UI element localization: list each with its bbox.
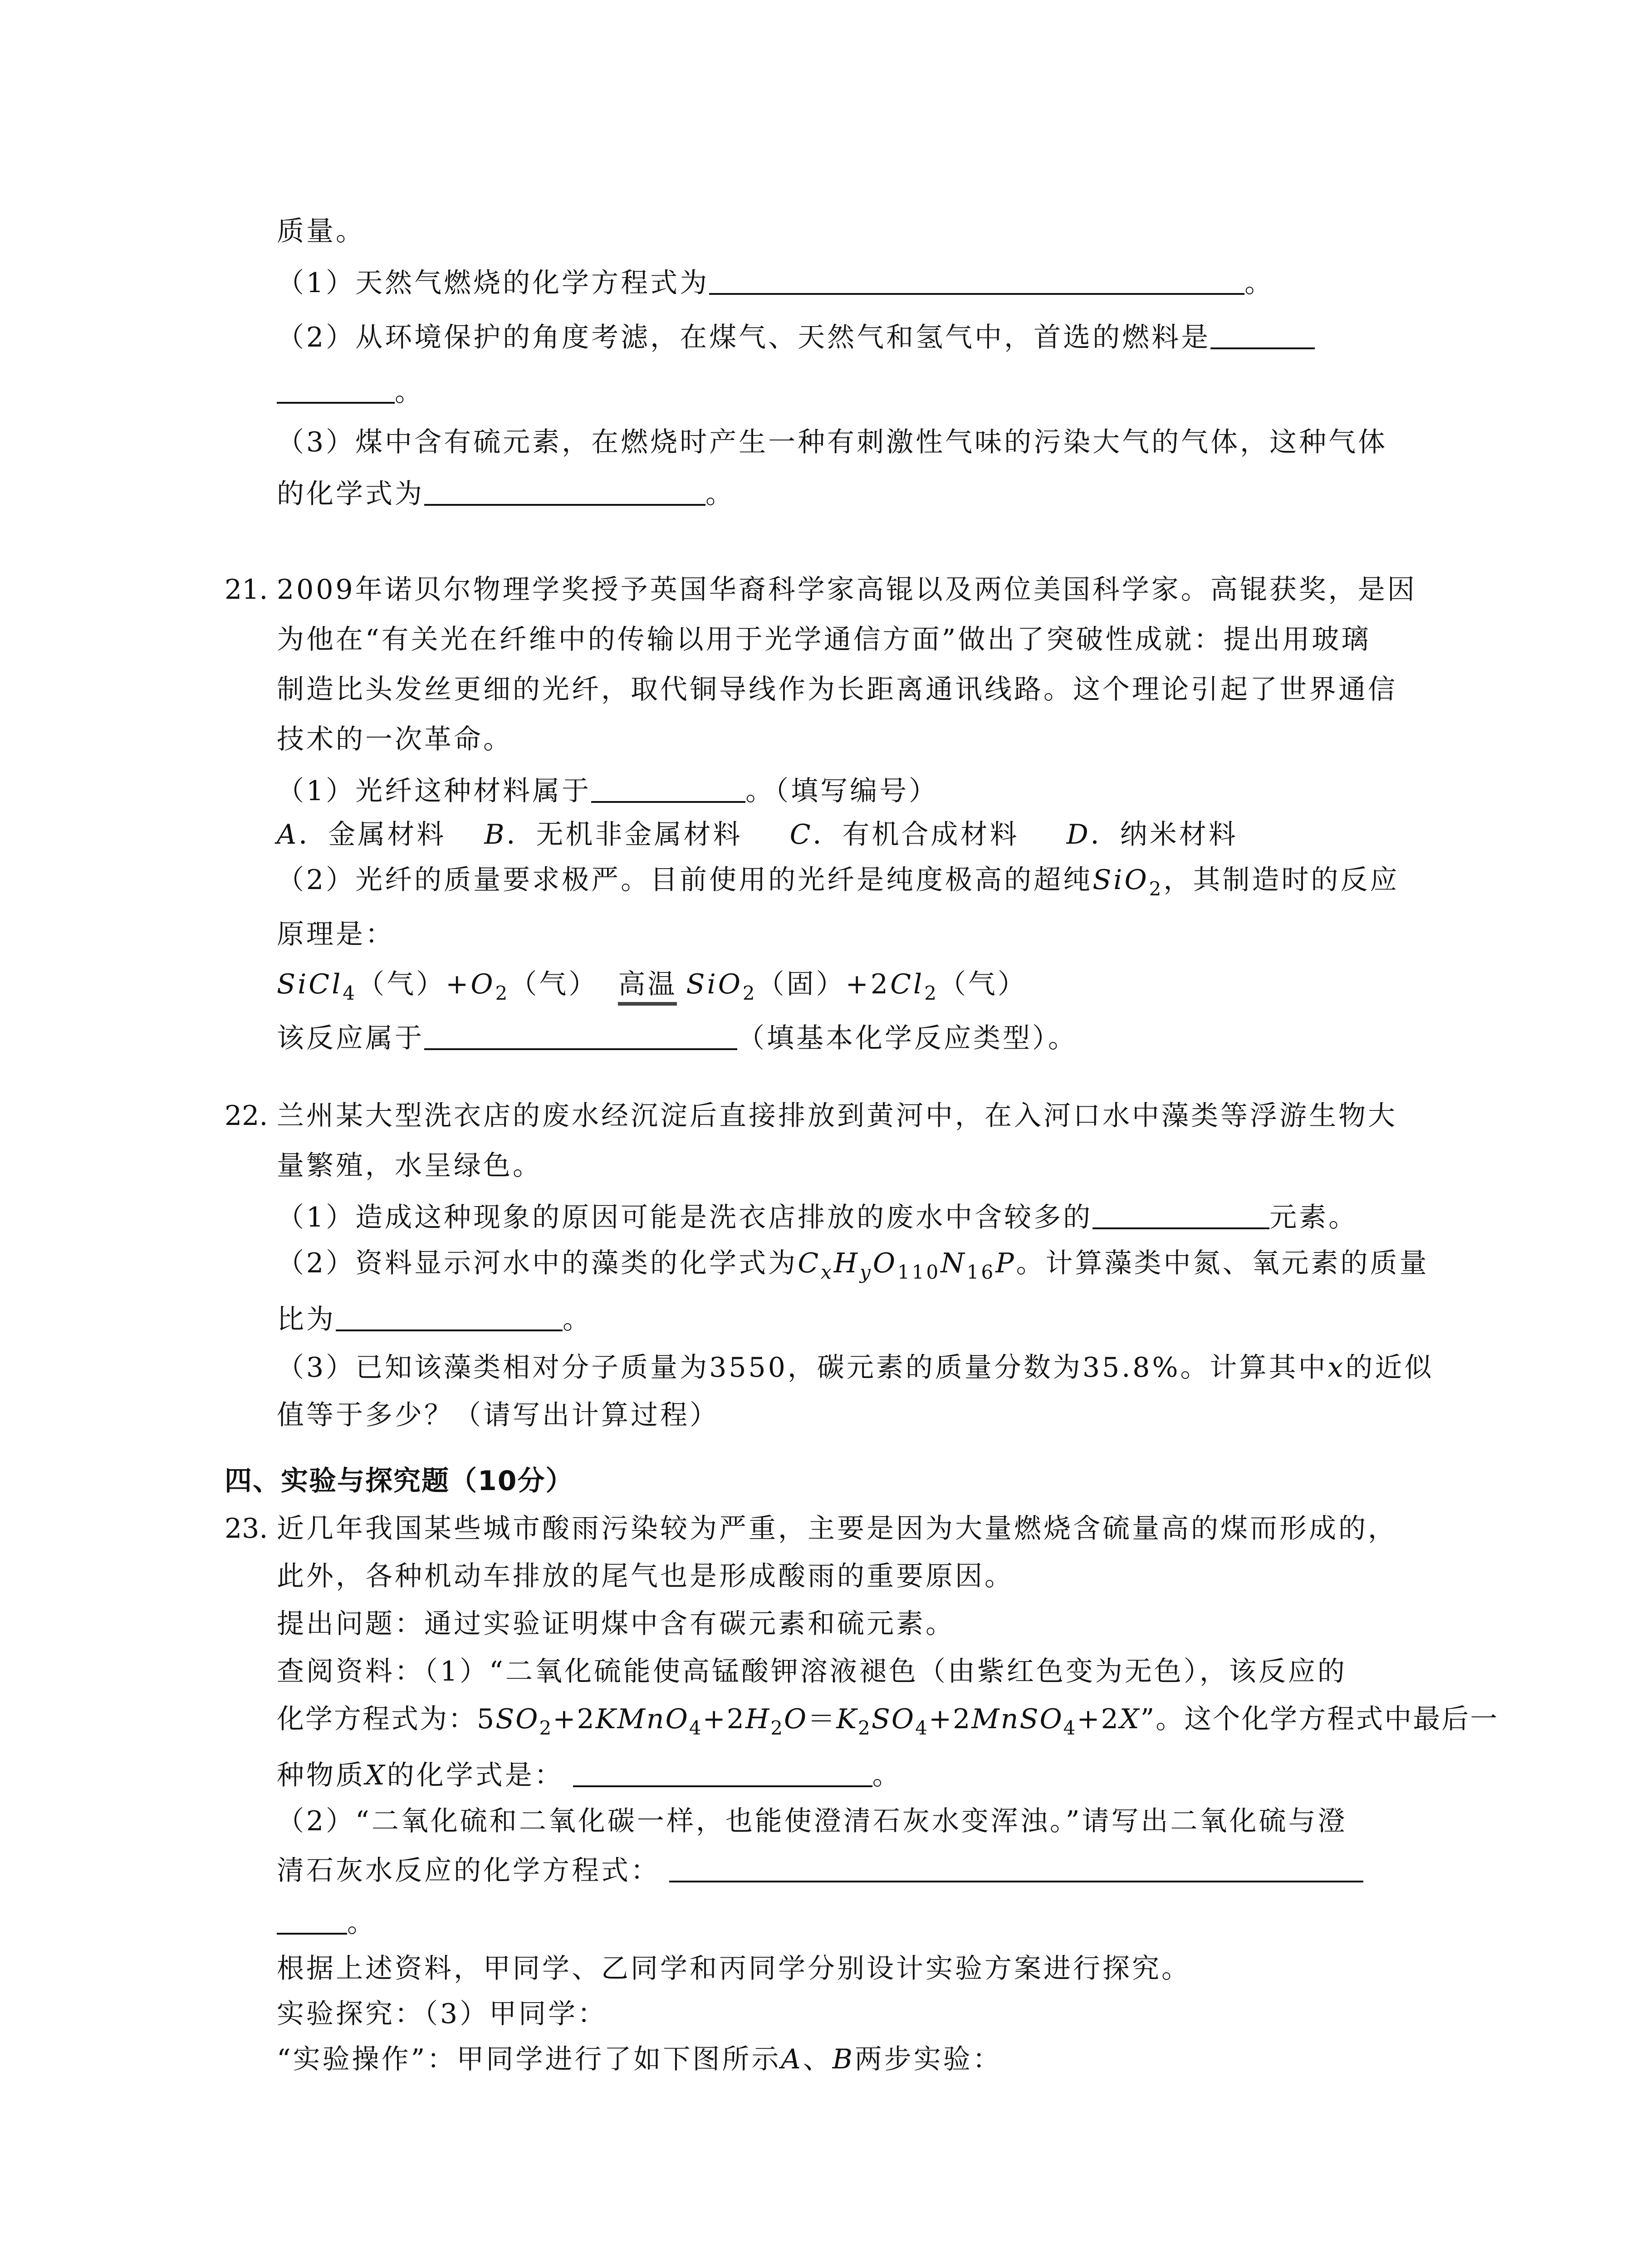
eq-o2-sub: 2 bbox=[495, 982, 510, 1004]
q21-stem-line1: 2009年诺贝尔物理学奖授予英国华裔科学家高锟以及两位美国科学家。高锟获奖，是因 bbox=[277, 574, 1417, 606]
eq-k2so4-k: K bbox=[836, 1703, 858, 1735]
q22-part2-line2 bbox=[277, 1300, 592, 1338]
q23-plan-line: 根据上述资料，甲同学、乙同学和丙同学分别设计实验方案进行探究。 bbox=[277, 1953, 1191, 1984]
q22-part2-blank[interactable] bbox=[336, 1300, 563, 1331]
q23-explore-line: 实验探究：（3）甲同学： bbox=[277, 1998, 607, 2030]
option-d-text: ．纳米材料 bbox=[1090, 819, 1238, 850]
eq-cl2: Cl bbox=[890, 968, 925, 1000]
option-b-letter: B bbox=[484, 819, 507, 850]
eq-sicl4-sub: 4 bbox=[343, 982, 358, 1004]
algae-formula-x: x bbox=[821, 1261, 834, 1283]
eq-plus-1: +2 bbox=[553, 1703, 596, 1735]
q21-part2 bbox=[277, 862, 1399, 898]
q22-part3-line1 bbox=[277, 1349, 1434, 1386]
q21-equation bbox=[277, 966, 1027, 1002]
q23-op-text-b: 两步实验： bbox=[854, 2043, 1002, 2075]
eq-o2-state: （气） bbox=[509, 968, 598, 1000]
q21-number: 21. bbox=[225, 574, 268, 606]
algae-formula-n-sub: 16 bbox=[966, 1261, 996, 1283]
q22-number: 22. bbox=[225, 1100, 268, 1132]
q23-operation-line bbox=[277, 2041, 1002, 2077]
q21-type-suffix: （填基本化学反应类型）。 bbox=[737, 1022, 1078, 1054]
algae-formula-n: N bbox=[941, 1247, 967, 1279]
q23-ref2-blank-b[interactable] bbox=[277, 1903, 347, 1935]
eq-equals: ＝ bbox=[808, 1703, 837, 1735]
eq-h2o-h: H bbox=[745, 1703, 771, 1735]
q22-part2-line2-text: 比为 bbox=[277, 1304, 336, 1335]
q20-part1-blank[interactable] bbox=[709, 263, 1244, 295]
q20-part1-period: 。 bbox=[1244, 267, 1274, 299]
eq-cl2-state: （气） bbox=[938, 968, 1027, 1000]
eq-kmno4: KMnO bbox=[595, 1703, 689, 1735]
eq-cl2-sub: 2 bbox=[924, 982, 939, 1004]
eq-plus-4: +2 bbox=[1077, 1703, 1120, 1735]
q23-op-sep: 、 bbox=[803, 2043, 833, 2075]
q23-ref2-text: 清石灰水反应的化学方程式： bbox=[277, 1855, 660, 1887]
eq-k2so4-sub4: 4 bbox=[915, 1717, 929, 1739]
q23-op-b: B bbox=[832, 2043, 855, 2075]
q20-part3-line2 bbox=[277, 474, 735, 512]
q23-stem-line1: 近几年我国某些城市酸雨污染较为严重，主要是因为大量燃烧含硫量高的煤而形成的， bbox=[277, 1513, 1397, 1545]
q23-question: 提出问题：通过实验证明煤中含有碳元素和硫元素。 bbox=[277, 1608, 955, 1640]
q21-stem-line2: 为他在“有关光在纤维中的传输以用于光学通信方面”做出了突破性成就：提出用玻璃 bbox=[277, 624, 1371, 655]
q21-options bbox=[277, 816, 1238, 853]
q23-eq-prefix: 化学方程式为：5 bbox=[277, 1703, 496, 1735]
q22-part1-text: （1）造成这种现象的原因可能是洗衣店排放的废水中含较多的 bbox=[277, 1202, 1093, 1233]
q23-ref2-blank-a[interactable] bbox=[669, 1851, 1363, 1882]
q21-principle: 原理是： bbox=[277, 919, 395, 950]
q21-part1 bbox=[277, 771, 938, 809]
eq-sio2-sub: 2 bbox=[742, 982, 757, 1004]
algae-formula-y: y bbox=[860, 1261, 873, 1283]
q23-x-text-b: 的化学式是： bbox=[387, 1760, 564, 1791]
option-a[interactable] bbox=[277, 816, 446, 853]
q21-part1-text: （1）光纤这种材料属于 bbox=[277, 775, 592, 807]
q23-ref2-period: 。 bbox=[347, 1907, 377, 1939]
q20-part2 bbox=[277, 318, 1315, 356]
q23-op-a: A bbox=[781, 2043, 803, 2075]
q21-part2-formula: SiO bbox=[1092, 864, 1149, 896]
q22-stem-line1: 兰州某大型洗衣店的废水经沉淀后直接排放到黄河中，在入河口水中藻类等浮游生物大 bbox=[277, 1100, 1397, 1132]
option-b[interactable] bbox=[484, 816, 742, 853]
option-c[interactable] bbox=[790, 816, 1019, 853]
q21-stem-line3: 制造比头发丝更细的光纤，取代铜导线作为长距离通讯线路。这个理论引起了世界通信 bbox=[277, 674, 1397, 705]
q23-x-var: X bbox=[365, 1760, 387, 1791]
q23-equation bbox=[277, 1701, 1499, 1737]
eq-x: X bbox=[1119, 1703, 1141, 1735]
q23-reference-1: 查阅资料：（1）“二氧化硫能使高锰酸钾溶液褪色（由紫红色变为无色），该反应的 bbox=[277, 1656, 1347, 1687]
q23-x-line bbox=[277, 1755, 902, 1794]
q22-part1-blank[interactable] bbox=[1092, 1198, 1269, 1229]
option-c-text: ．有机合成材料 bbox=[813, 819, 1019, 850]
q23-x-text-a: 种物质 bbox=[277, 1760, 365, 1791]
q23-reference-2-line3 bbox=[277, 1903, 377, 1941]
q21-type-text: 该反应属于 bbox=[277, 1022, 424, 1054]
q20-part1 bbox=[277, 263, 1274, 301]
q20-part3-text: 的化学式为 bbox=[277, 478, 424, 510]
eq-plus-3: +2 bbox=[928, 1703, 972, 1735]
q22-part3-text-b: 的近似 bbox=[1345, 1352, 1434, 1383]
option-d-letter: D bbox=[1066, 819, 1091, 850]
q21-part1-blank[interactable] bbox=[591, 771, 745, 803]
q21-part2-text: （2）光纤的质量要求极严。目前使用的光纤是纯度极高的超纯 bbox=[277, 864, 1093, 896]
q20-part2-blank-b[interactable] bbox=[277, 372, 395, 404]
q23-x-blank[interactable] bbox=[573, 1755, 872, 1787]
eq-so2-sub: 2 bbox=[539, 1717, 553, 1739]
q22-part3-line2: 值等于多少？（请写出计算过程） bbox=[277, 1399, 719, 1431]
section-heading: 四、实验与探究题（10分） bbox=[225, 1465, 574, 1497]
eq-k2so4-sub: 2 bbox=[858, 1717, 872, 1739]
q20-continuation: 质量。 bbox=[277, 215, 365, 247]
q22-part1 bbox=[277, 1198, 1358, 1236]
q21-type-blank[interactable] bbox=[424, 1018, 737, 1050]
eq-condition-high-temp: 高温 bbox=[618, 968, 677, 1006]
algae-formula-h: H bbox=[833, 1247, 860, 1279]
eq-mnso4-sub: 4 bbox=[1063, 1717, 1077, 1739]
q23-x-period: 。 bbox=[872, 1760, 902, 1791]
q23-reference-2: （2）“二氧化硫和二氧化碳一样，也能使澄清石灰水变浑浊。”请写出二氧化硫与澄 bbox=[277, 1805, 1347, 1837]
q20-part2-blank-a[interactable] bbox=[1210, 318, 1315, 349]
q21-part2-suffix: ，其制造时的反应 bbox=[1163, 864, 1400, 896]
eq-mnso4: MnSO bbox=[971, 1703, 1063, 1735]
q22-part2-period: 。 bbox=[563, 1304, 592, 1335]
option-b-text: ．无机非金属材料 bbox=[506, 819, 743, 850]
q23-stem-line2: 此外，各种机动车排放的尾气也是形成酸雨的重要原因。 bbox=[277, 1560, 1014, 1592]
q20-part1-text: （1）天然气燃烧的化学方程式为 bbox=[277, 267, 710, 299]
q20-part3-period: 。 bbox=[705, 478, 735, 510]
q22-part2-suffix: 。计算藻类中氮、氧元素的质量 bbox=[1016, 1247, 1429, 1279]
eq-sicl4: SiCl bbox=[277, 968, 343, 1000]
option-a-letter: A bbox=[277, 819, 299, 850]
eq-plus-2: +2 bbox=[702, 1703, 745, 1735]
algae-formula-p: P bbox=[995, 1247, 1016, 1279]
q22-part3-var-x: x bbox=[1327, 1352, 1346, 1383]
eq-k2so4-so: SO bbox=[871, 1703, 916, 1735]
eq-h2o-sub: 2 bbox=[770, 1717, 784, 1739]
q22-part3-text-a: （3）已知该藻类相对分子质量为3550，碳元素的质量分数为35.8%。计算其中 bbox=[277, 1352, 1328, 1383]
eq-sio2-state: （固）+2 bbox=[757, 968, 891, 1000]
eq-h2o-o: O bbox=[784, 1703, 808, 1735]
q23-eq-suffix: ”。这个化学方程式中最后一 bbox=[1140, 1703, 1499, 1735]
q22-part2 bbox=[277, 1245, 1429, 1281]
q21-reaction-type bbox=[277, 1018, 1078, 1056]
q23-number: 23. bbox=[225, 1513, 268, 1545]
eq-kmno4-sub: 4 bbox=[689, 1717, 703, 1739]
option-c-letter: C bbox=[789, 819, 813, 850]
q22-part1-suffix: 元素。 bbox=[1269, 1202, 1358, 1233]
option-d[interactable] bbox=[1067, 816, 1238, 853]
eq-so2: SO bbox=[495, 1703, 539, 1735]
q23-reference-2-line2 bbox=[277, 1851, 1363, 1889]
q20-part2-text: （2）从环境保护的角度考滤，在煤气、天然气和氢气中，首选的燃料是 bbox=[277, 322, 1211, 353]
algae-formula-o-sub: 110 bbox=[897, 1261, 941, 1283]
q20-part3-line1: （3）煤中含有硫元素，在燃烧时产生一种有刺激性气味的污染大气的气体，这种气体 bbox=[277, 426, 1388, 458]
q22-part2-text: （2）资料显示河水中的藻类的化学式为 bbox=[277, 1247, 798, 1279]
q22-stem-line2: 量繁殖，水呈绿色。 bbox=[277, 1150, 542, 1182]
q20-part2-period: 。 bbox=[395, 376, 424, 408]
q20-part3-blank[interactable] bbox=[424, 474, 705, 506]
algae-formula-o: O bbox=[872, 1247, 898, 1279]
q21-part2-formula-sub: 2 bbox=[1149, 878, 1164, 900]
q23-op-text: “实验操作”：甲同学进行了如下图所示 bbox=[277, 2043, 781, 2075]
q20-part2-cont bbox=[277, 372, 424, 410]
option-a-text: ．金属材料 bbox=[299, 819, 446, 850]
eq-sicl4-state: （气）+ bbox=[357, 968, 471, 1000]
algae-formula-c: C bbox=[798, 1247, 821, 1279]
eq-sio2: SiO bbox=[686, 968, 743, 1000]
q21-part1-suffix: 。（填写编号） bbox=[745, 775, 939, 807]
eq-o2: O bbox=[470, 968, 495, 1000]
q21-stem-line4: 技术的一次革命。 bbox=[277, 723, 513, 755]
